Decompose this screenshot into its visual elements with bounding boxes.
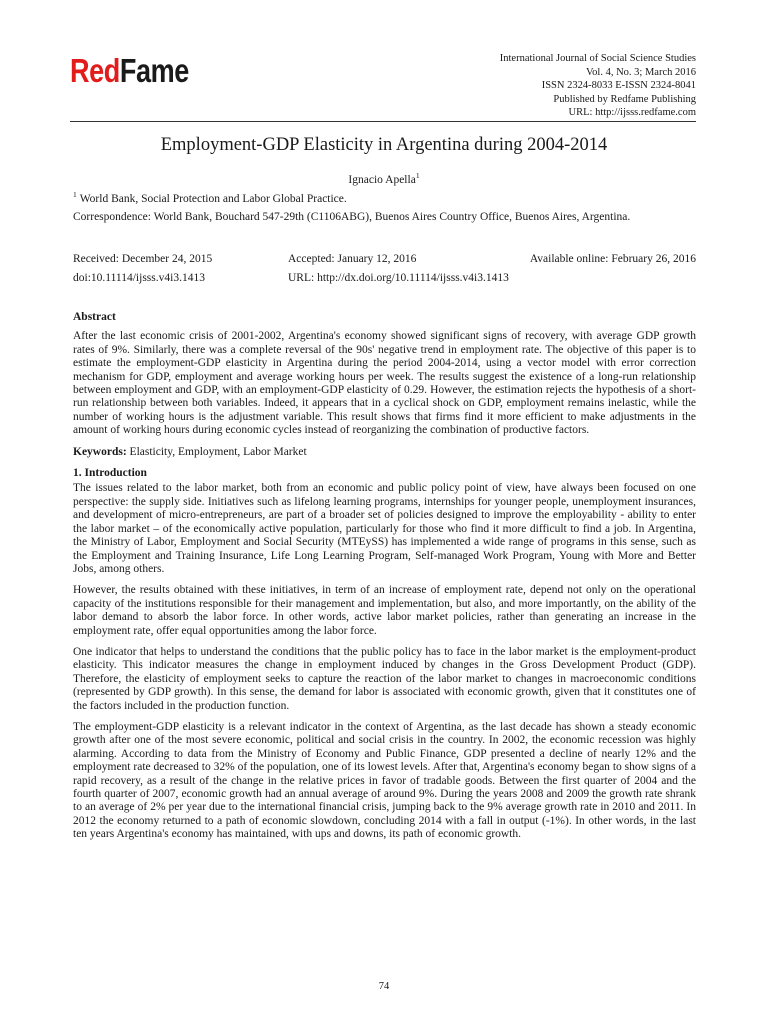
author-name: Ignacio Apella [348,173,416,186]
journal-info [500,52,696,120]
publisher-logo: RedFame [70,52,189,89]
intro-paragraph-3: One indicator that helps to understand the conditions that the public policy has to face in the labor market is the employment-product elasticity. This indicator measures the change in employment induced by changes in the Gross Development Product (GDP). Therefore, the elasticity of employment seeks to capture the reaction of the labor market to changes in macroeconomic conditions (represented by GDP growth). In this sense, the demand for labor is associated with economic growth, given that it constitutes one of the factors included in the production function. [73,645,696,712]
online-date: Available online: February 26, 2016 [529,253,696,265]
intro-paragraph-4: The employment-GDP elasticity is a relevant indicator in the context of Argentina, as the last decade has shown a steady economic growth after one of the most severe economic, political and social crisis in the country. In 2002, the economic recession was highly alarming. According to data from the Ministry of Economy and Public Finance, GDP presented a decline of nearly 12% and the employment rate decreased to 32% of the population, one of its lowest levels. After that, Argentina's economy began to show signs of a rapid recovery, as a result of the change in the relative prices in favor of tradable goods. Between the first quarter of 2004 and the fourth quarter of 2007, economic growth had an annual average of around 9%. During the years 2008 and 2009 the growth rate shrank to an average of 2% per year due to the international financial crisis, jumping back to the 9% average growth rate in 2010 and 2011. In 2012 the economy returned to a path of economic slowdown, concluding 2014 with a fall in output (-1%). In other words, in the last ten years Argentina's economy has maintained, with ups and downs, its path of economic growth. [73,720,696,841]
header-divider [70,121,696,122]
affiliation [73,190,347,205]
journal-url[interactable]: URL: http://ijsss.redfame.com [568,107,696,118]
keywords-text: Elasticity, Employment, Labor Market [126,445,307,458]
keywords [73,446,696,459]
publication-dates [73,250,696,288]
affiliation-marker: 1 [73,190,77,199]
abstract-text: After the last economic crisis of 2001-2002, Argentina's economy showed significant signs of recovery, with average GDP growth rates of 9%. Similarly, there was a complete reversal of the 90s' negative trend in employment rate. The objective of this paper is to estimate the employment-GDP elasticity in Argentina during the period 2004-2014, using a vector model with error correction mechanism for GDP, employment and average working hours per week. The results suggest the existence of a long-run relationship between employment and GDP, with an employment-GDP elasticity of 0.29. However, the estimation rejects the hypothesis of a short-run relationship between both variables. Indeed, it appears that in a cyclical shock on GDP, employment remains inelastic, while the number of working hours is the adjustment variable. This result shows that firms find it more efficient to make adjustments in the amount of working hours during economic cycles instead of reorganizing the combination of productive factors. [73,330,696,437]
journal-name: International Journal of Social Science Studies [499,53,696,64]
doi-url[interactable]: URL: http://dx.doi.org/10.11114/ijsss.v4i3.1413 [288,272,509,284]
intro-paragraph-2: However, the results obtained with these initiatives, in term of an increase of employment rate, depend not only on the operational capacity of the institutions responsible for their management and implementation, but also, and more importantly, on the ability of the labor demand to absorb the labor force. In other words, active labor market policies, rather than generating an increase in the employment rate, offer equal opportunities among the labor force. [73,584,696,637]
correspondence: Correspondence: World Bank, Bouchard 547-29th (C1106ABG), Buenos Aires Country Office, Buenos Aires, Argentina. [73,211,631,223]
received-date: Received: December 24, 2015 [73,253,213,265]
author [0,171,768,186]
introduction-heading: 1. Introduction [73,467,147,480]
paper-body [73,311,696,850]
journal-publisher: Published by Redfame Publishing [553,93,696,105]
keywords-label: Keywords: [73,445,127,458]
abstract-heading: Abstract [73,311,116,323]
accepted-date: Accepted: January 12, 2016 [288,253,417,265]
paper-title: Employment-GDP Elasticity in Argentina during 2004-2014 [160,135,608,155]
page-number: 74 [378,981,390,992]
journal-issn: ISSN 2324-8033 E-ISSN 2324-8041 [541,80,696,91]
intro-paragraph-1: The issues related to the labor market, both from an economic and public policy point of view, have always been focused on one perspective: the supply side. Initiatives such as lifelong learning programs, internships for younger people, unemployment insurances, and development of micro-entrepreneurs, are part of a broader set of policies designed to improve the employability - ability to enter the labor market – of the economically active population, particularly for those who find it more difficult to find a job. In Argentina, the Ministry of Labor, Employment and Social Security (MTEySS) has implemented a wide range of programs in this sense, such as the Employment and Training Insurance, Life Long Learning Program, Self-managed Work Program, Young with More and Better Jobs, among others. [73,482,696,575]
journal-volume: Vol. 4, No. 3; March 2016 [585,66,696,78]
author-affiliation-marker: 1 [415,171,420,180]
affiliation-text: World Bank, Social Protection and Labor Global Practice. [79,192,347,205]
doi[interactable]: doi:10.11114/ijsss.v4i3.1413 [73,272,205,284]
